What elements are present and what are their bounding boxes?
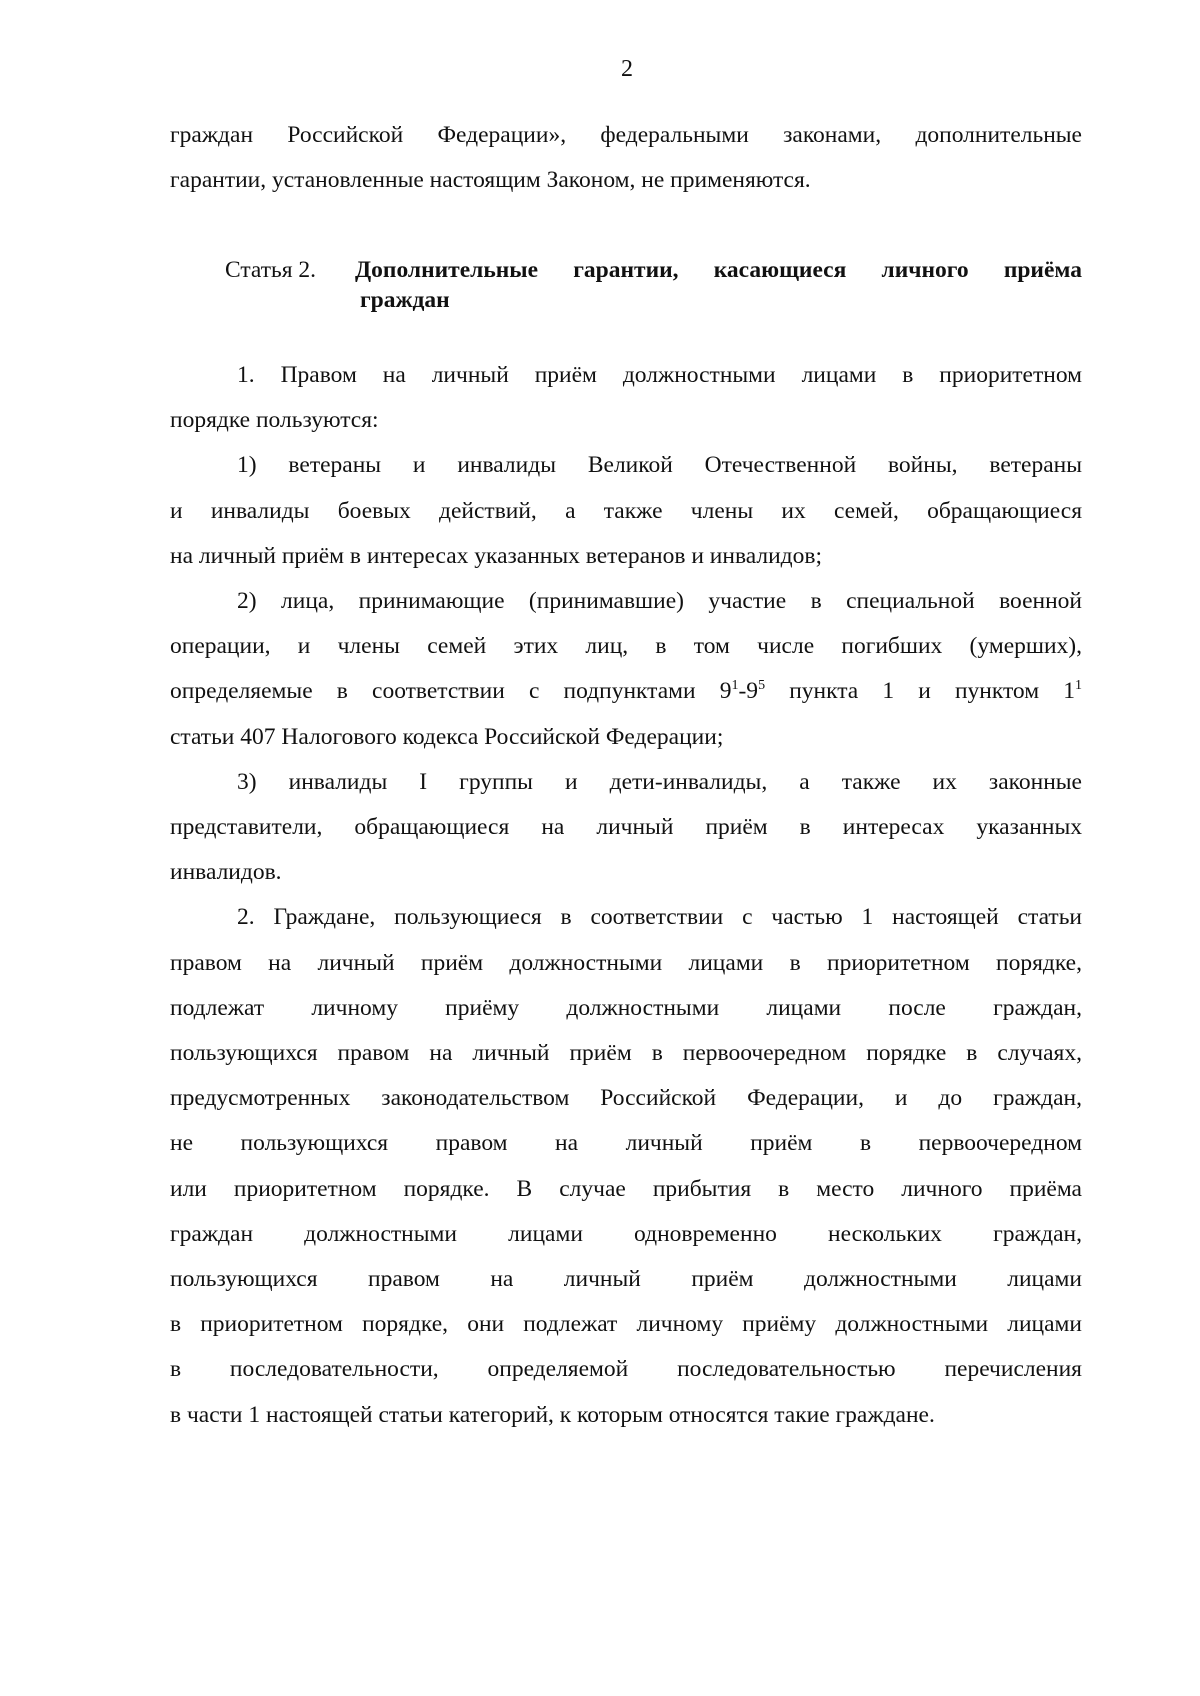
paragraph-line: представители, обращающиеся на личный приём в интересах указанных: [170, 814, 1082, 840]
intro-line: граждан Российской Федерации», федеральными законами, дополнительные: [170, 122, 1082, 148]
text-segment: пункта 1 и пунктом 1: [765, 678, 1075, 705]
paragraph-line: [170, 676, 1082, 706]
text-segment: -9: [738, 678, 759, 705]
paragraph-line: пользующихся правом на личный приём в первоочередном порядке в случаях,: [170, 1040, 1082, 1066]
paragraph-line: и инвалиды боевых действий, а также члены их семей, обращающиеся: [170, 497, 1082, 524]
paragraph-line: в последовательности, определяемой последовательностью перечисления: [170, 1356, 1082, 1383]
text-segment: определяемые в соответствии с подпунктами 9: [170, 678, 732, 705]
paragraph-line: 2. Граждане, пользующиеся в соответствии с частью 1 настоящей статьи: [237, 904, 1082, 931]
article-title-line: Дополнительные гарантии, касающиеся личного приёма: [355, 257, 1082, 283]
page-number: 2: [621, 56, 633, 82]
paragraph-line: не пользующихся правом на личный приём в первоочередном: [170, 1130, 1082, 1157]
paragraph-line: 1. Правом на личный приём должностными лицами в приоритетном: [237, 362, 1082, 388]
paragraph-line: статьи 407 Налогового кодекса Российской Федерации;: [170, 723, 724, 750]
paragraph-line: или приоритетном порядке. В случае прибытия в место личного приёма: [170, 1175, 1082, 1202]
superscript: 5: [758, 678, 766, 694]
article-title-line: граждан: [360, 287, 450, 313]
paragraph-line: правом на личный приём должностными лицами в приоритетном порядке,: [170, 949, 1082, 976]
paragraph-line: операции, и члены семей этих лиц, в том числе погибших (умерших),: [170, 633, 1082, 660]
paragraph-line: в приоритетном порядке, они подлежат личному приёму должностными лицами: [170, 1311, 1082, 1338]
paragraph-line: пользующихся правом на личный приём должностными лицами: [170, 1266, 1082, 1292]
paragraph-line: 2) лица, принимающие (принимавшие) участие в специальной военной: [237, 588, 1082, 614]
superscript: 1: [731, 678, 739, 694]
paragraph-line: инвалидов.: [170, 859, 282, 886]
superscript: 1: [1075, 678, 1082, 694]
paragraph-line: предусмотренных законодательством Российской Федерации, и до граждан,: [170, 1085, 1082, 1112]
paragraph-line: порядке пользуются:: [170, 407, 379, 434]
paragraph-line: граждан должностными лицами одновременно нескольких граждан,: [170, 1220, 1082, 1247]
paragraph-line: в части 1 настоящей статьи категорий, к которым относятся такие граждане.: [170, 1401, 935, 1428]
paragraph-line: 3) инвалиды I группы и дети-инвалиды, а также их законные: [237, 768, 1082, 795]
paragraph-line: на личный приём в интересах указанных ветеранов и инвалидов;: [170, 542, 823, 569]
article-label: Статья 2.: [225, 257, 317, 283]
paragraph-line: подлежат личному приёму должностными лицами после граждан,: [170, 994, 1082, 1021]
intro-line: гарантии, установленные настоящим Законом, не применяются.: [170, 167, 811, 193]
paragraph-line: 1) ветераны и инвалиды Великой Отечественной войны, ветераны: [237, 452, 1082, 479]
